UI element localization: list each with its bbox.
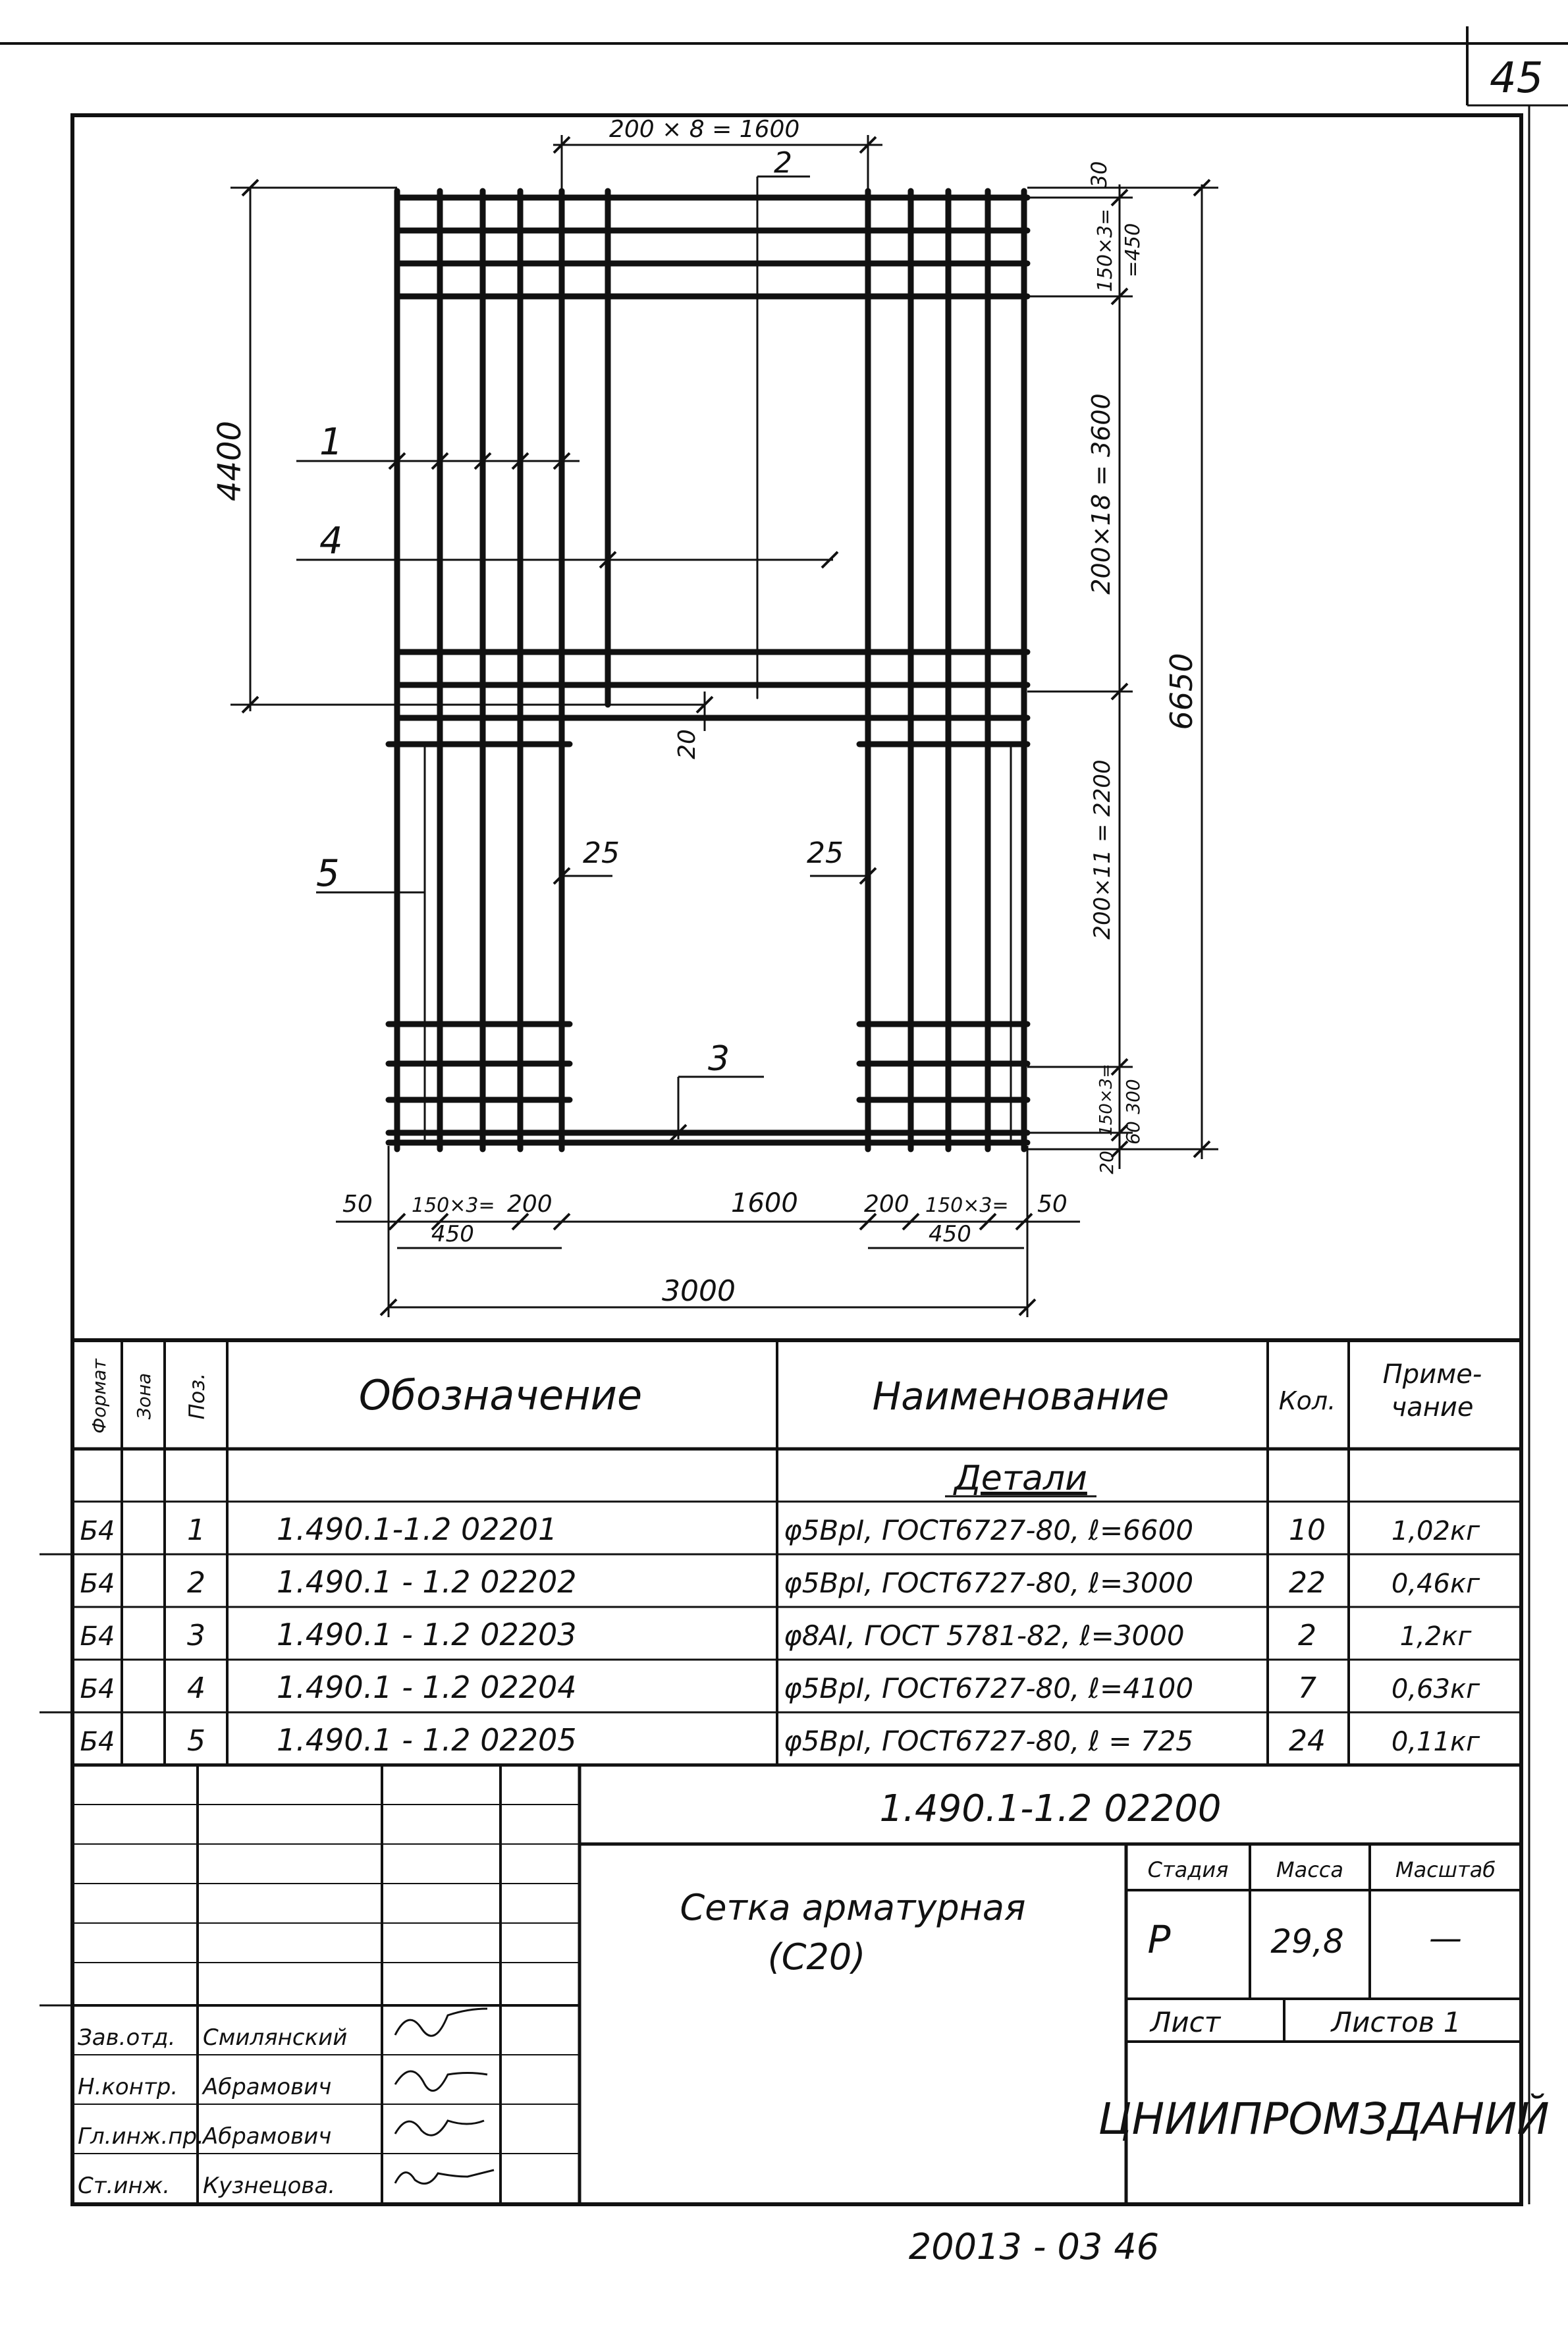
signature-scribbles: [395, 2009, 494, 2184]
spec-row-5-note: 0,11кг: [1391, 1727, 1480, 1757]
scale-value: —: [1429, 1919, 1462, 1957]
spec-row-2-designation: 1.490.1 - 1.2 02202: [277, 1564, 577, 1600]
spec-row-4-note: 0,63кг: [1391, 1674, 1480, 1704]
spec-row-1-designation: 1.490.1-1.2 02201: [277, 1511, 558, 1547]
svg-text:Кол.: Кол.: [1278, 1386, 1336, 1415]
svg-text:3000: 3000: [662, 1274, 736, 1308]
spec-row-2-qty: 22: [1289, 1566, 1326, 1600]
svg-text:Приме-: Приме-: [1382, 1359, 1482, 1390]
svg-text:Масштаб: Масштаб: [1395, 1857, 1496, 1882]
spec-row-2-name: φ5ВрI, ГОСТ6727-80, ℓ=3000: [784, 1567, 1194, 1599]
spec-row-1-qty: 10: [1289, 1513, 1326, 1547]
svg-text:25: 25: [807, 836, 844, 870]
svg-text:1600: 1600: [731, 1188, 798, 1218]
organization: ЦНИИПРОМЗДАНИЙ: [1098, 2094, 1550, 2144]
svg-text:30: 30: [1087, 161, 1112, 188]
svg-text:200 × 8 = 1600: 200 × 8 = 1600: [609, 116, 800, 143]
signature-rows: [78, 2024, 347, 2199]
spec-row-4-qty: 7: [1298, 1671, 1316, 1705]
callout-5: 5: [316, 852, 340, 895]
spec-row-2-format: Б4: [80, 1569, 115, 1599]
spec-row-1-note: 1,02кг: [1391, 1516, 1480, 1546]
svg-text:=450: =450: [1122, 223, 1145, 278]
svg-text:150×3=: 150×3=: [1096, 1064, 1116, 1136]
svg-text:150×3=: 150×3=: [925, 1194, 1009, 1217]
svg-text:20: 20: [674, 729, 701, 759]
spec-row-3-note: 1,2кг: [1399, 1621, 1472, 1652]
svg-text:200×11 = 2200: 200×11 = 2200: [1089, 759, 1116, 940]
svg-text:6650: 6650: [1164, 653, 1199, 730]
spec-row-5-name: φ5ВрI, ГОСТ6727-80, ℓ = 725: [784, 1725, 1194, 1757]
section-title: Детали: [954, 1459, 1087, 1498]
stage-value: Р: [1147, 1917, 1171, 1962]
spec-row-3-qty: 2: [1298, 1619, 1316, 1652]
svg-text:Лист: Лист: [1150, 2006, 1221, 2038]
svg-text:Наименование: Наименование: [872, 1374, 1170, 1419]
spec-row-5-qty: 24: [1289, 1724, 1326, 1758]
svg-text:200: 200: [864, 1191, 909, 1218]
spec-row-4-pos: 4: [187, 1671, 205, 1705]
spec-row-3-pos: 3: [187, 1619, 205, 1652]
spec-row-4-name: φ5ВрI, ГОСТ6727-80, ℓ=4100: [784, 1672, 1194, 1704]
svg-text:450: 450: [929, 1221, 971, 1247]
spec-row-5-format: Б4: [80, 1727, 115, 1757]
signature-3-role: Гл.инж.пр.: [78, 2123, 204, 2150]
callout-1: 1: [319, 421, 343, 464]
title-block-text: [680, 1787, 1549, 2144]
svg-text:Листов 1: Листов 1: [1331, 2006, 1461, 2038]
svg-text:20: 20: [1096, 1151, 1118, 1174]
reinforcement-mesh: [389, 191, 1027, 1149]
signature-1-name: Смилянский: [203, 2024, 348, 2051]
signature-1-role: Зав.отд.: [78, 2024, 176, 2051]
svg-text:60: 60: [1122, 1121, 1144, 1145]
spec-row-1-pos: 1: [187, 1513, 205, 1547]
signature-2-role: Н.контр.: [78, 2074, 178, 2100]
svg-text:4400: 4400: [211, 420, 248, 502]
spec-table-rows: [80, 1511, 1481, 1758]
svg-text:50: 50: [342, 1191, 373, 1218]
spec-row-5-designation: 1.490.1 - 1.2 02205: [277, 1722, 577, 1758]
spec-row-2-pos: 2: [187, 1566, 205, 1600]
svg-text:200: 200: [507, 1191, 553, 1218]
spec-row-4-designation: 1.490.1 - 1.2 02204: [277, 1670, 577, 1705]
svg-text:450: 450: [431, 1221, 474, 1247]
callout-4: 4: [319, 520, 343, 562]
signature-4-role: Ст.инж.: [78, 2173, 171, 2199]
signature-3-name: Абрамович: [203, 2123, 332, 2150]
spec-row-1-name: φ5ВрI, ГОСТ6727-80, ℓ=6600: [784, 1514, 1194, 1546]
spec-row-5-pos: 5: [187, 1724, 205, 1758]
svg-text:Стадия: Стадия: [1147, 1857, 1229, 1882]
svg-text:Поз.: Поз.: [184, 1372, 209, 1420]
svg-text:Формат: Формат: [88, 1359, 110, 1434]
svg-text:150×3=: 150×3=: [1094, 208, 1117, 292]
callout-3: 3: [708, 1039, 730, 1079]
spec-row-1-format: Б4: [80, 1516, 115, 1546]
svg-text:Масса: Масса: [1276, 1857, 1344, 1882]
document-code: 1.490.1-1.2 02200: [879, 1787, 1222, 1830]
svg-text:150×3=: 150×3=: [412, 1194, 495, 1217]
bottom-code: 20013 - 03 46: [908, 2226, 1160, 2268]
svg-text:25: 25: [583, 836, 620, 870]
mass-value: 29,8: [1270, 1922, 1344, 1961]
signature-4-name: Кузнецова.: [203, 2173, 336, 2199]
spec-row-4-format: Б4: [80, 1674, 115, 1704]
spec-row-3-designation: 1.490.1 - 1.2 02203: [277, 1617, 577, 1652]
drawing-title-line2: (С20): [767, 1936, 866, 1978]
svg-text:чание: чание: [1391, 1392, 1474, 1423]
spec-row-3-name: φ8АI, ГОСТ 5781-82, ℓ=3000: [784, 1619, 1185, 1652]
spec-table-headers: [88, 1359, 1482, 1498]
svg-text:300: 300: [1122, 1079, 1144, 1114]
callout-2: 2: [774, 146, 792, 180]
svg-text:Обозначение: Обозначение: [358, 1371, 643, 1419]
sheet-number: 45: [1490, 54, 1544, 103]
svg-text:50: 50: [1037, 1191, 1068, 1218]
drawing-title-line1: Сетка арматурная: [680, 1887, 1026, 1928]
signature-2-name: Абрамович: [203, 2074, 332, 2100]
svg-text:Зона: Зона: [133, 1372, 155, 1420]
spec-row-3-format: Б4: [80, 1621, 115, 1652]
svg-text:200×18 = 3600: 200×18 = 3600: [1087, 393, 1116, 595]
spec-row-2-note: 0,46кг: [1391, 1569, 1480, 1599]
